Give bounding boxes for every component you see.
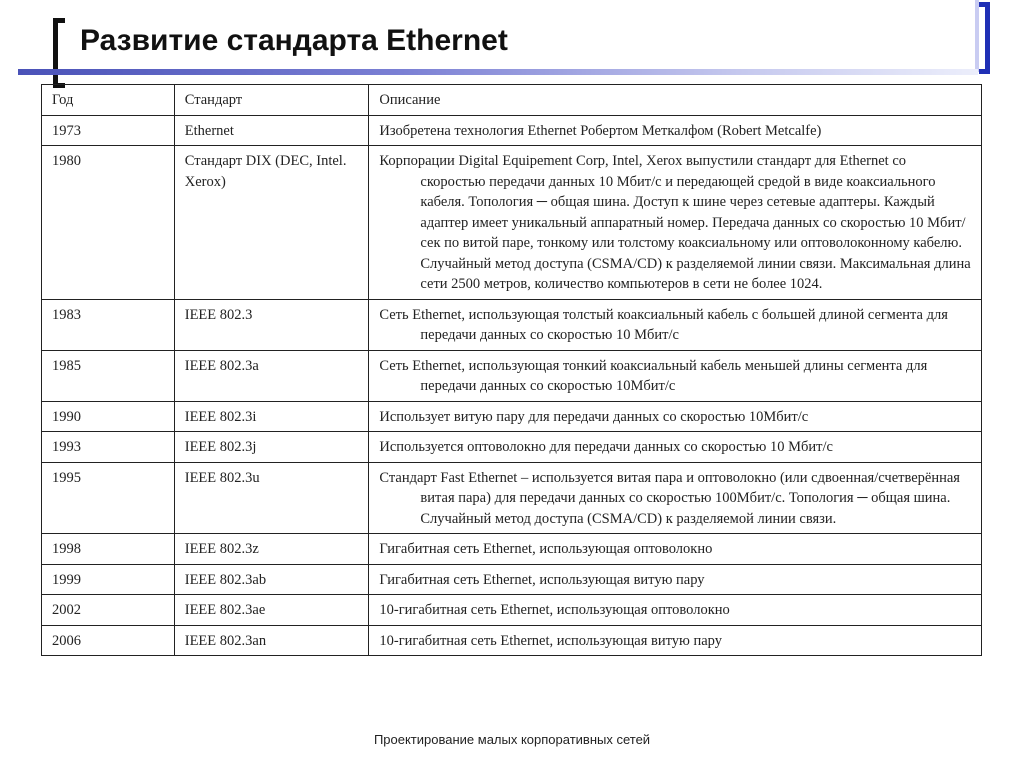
cell-standard: IEEE 802.3u <box>174 462 369 534</box>
right-bracket-decoration <box>979 2 990 74</box>
cell-description: Сеть Ethernet, использующая тонкий коаксиальный кабель меньшей длины сегмента для передачи данных со скоростью 10Мбит/с <box>369 350 982 401</box>
cell-year: 1990 <box>42 401 175 432</box>
cell-standard: IEEE 802.3z <box>174 534 369 565</box>
cell-description: Использует витую пару для передачи данных со скоростью 10Мбит/с <box>369 401 982 432</box>
cell-year: 1985 <box>42 350 175 401</box>
left-bracket-decoration <box>53 18 65 88</box>
table-row <box>42 625 982 656</box>
cell-description: Гигабитная сеть Ethernet, использующая оптоволокно <box>369 534 982 565</box>
cell-standard: IEEE 802.3ab <box>174 564 369 595</box>
cell-year: 1993 <box>42 432 175 463</box>
cell-description: 10-гигабитная сеть Ethernet, использующая витую пару <box>369 625 982 656</box>
table-header-row <box>42 85 982 116</box>
title-underline <box>18 69 978 75</box>
cell-standard: IEEE 802.3j <box>174 432 369 463</box>
header-description: Описание <box>369 85 982 116</box>
table-row <box>42 350 982 401</box>
cell-year: 2002 <box>42 595 175 626</box>
cell-year: 1973 <box>42 115 175 146</box>
table-row <box>42 146 982 300</box>
cell-standard: IEEE 802.3 <box>174 299 369 350</box>
table-row <box>42 534 982 565</box>
cell-year: 1999 <box>42 564 175 595</box>
cell-standard: IEEE 802.3an <box>174 625 369 656</box>
ethernet-standards-table <box>41 84 982 656</box>
slide-title: Развитие стандарта Ethernet <box>80 24 508 57</box>
cell-description: Изобретена технология Ethernet Робертом Меткалфом (Robert Metcalfe) <box>369 115 982 146</box>
table-row <box>42 432 982 463</box>
header-standard: Стандарт <box>174 85 369 116</box>
cell-standard: IEEE 802.3a <box>174 350 369 401</box>
slide-footer: Проектирование малых корпоративных сетей <box>373 732 651 747</box>
table-row <box>42 595 982 626</box>
cell-year: 1998 <box>42 534 175 565</box>
cell-description: Гигабитная сеть Ethernet, использующая витую пару <box>369 564 982 595</box>
table-row <box>42 462 982 534</box>
cell-description: Сеть Ethernet, использующая толстый коаксиальный кабель с большей длиной сегмента для передачи данных со скоростью 10 Мбит/с <box>369 299 982 350</box>
cell-description: Используется оптоволокно для передачи данных со скоростью 10 Мбит/с <box>369 432 982 463</box>
cell-description: 10-гигабитная сеть Ethernet, использующая оптоволокно <box>369 595 982 626</box>
table-row <box>42 299 982 350</box>
cell-year: 1980 <box>42 146 175 300</box>
table-row <box>42 564 982 595</box>
cell-description: Стандарт Fast Ethernet – используется витая пара и оптоволокно (или сдвоенная/счетверённая витая пара) для передачи данных со скоростью 100Мбит/с. Топология ─ общая шина. Случайный метод доступа (CSMA/CD) к разделяемой линии связи. <box>369 462 982 534</box>
cell-description: Корпорации Digital Equipement Corp, Intel, Xerox выпустили стандарт для Ethernet со скоростью передачи данных 10 Мбит/с и передающей средой в виде коаксиального кабеля. Топология ─ общая шина. Доступ к шине через сетевые адаптеры. Каждый адаптер имеет уникальный аппаратный номер. Передача данных со скоростью 10 Мбит/сек по витой паре, тонкому или толстому коаксиальному или оптоволоконному кабелю. Случайный метод доступа (CSMA/CD) к разделяемой линии связи. Максимальная длина сети 2500 метров, количество компьютеров в сети не более 1024. <box>369 146 982 300</box>
cell-standard: Ethernet <box>174 115 369 146</box>
cell-standard: Стандарт DIX (DEC, Intel. Xerox) <box>174 146 369 300</box>
table-row <box>42 115 982 146</box>
cell-year: 1983 <box>42 299 175 350</box>
cell-year: 1995 <box>42 462 175 534</box>
cell-standard: IEEE 802.3i <box>174 401 369 432</box>
table-row <box>42 401 982 432</box>
cell-standard: IEEE 802.3ae <box>174 595 369 626</box>
cell-year: 2006 <box>42 625 175 656</box>
header-year: Год <box>42 85 175 116</box>
